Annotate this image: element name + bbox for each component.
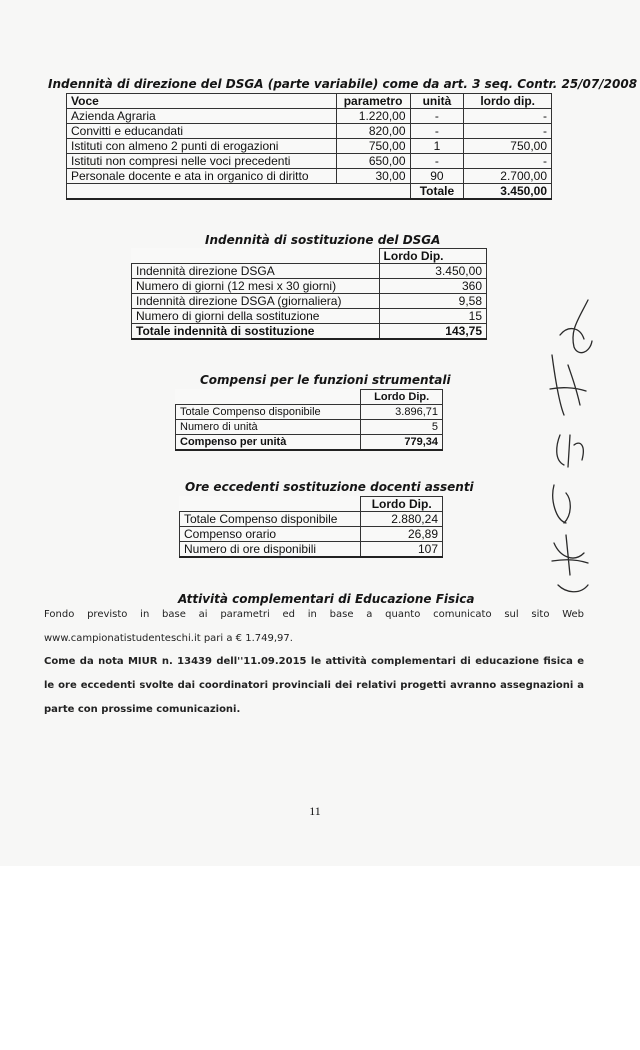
handwritten-signature (530, 295, 620, 605)
functions-table (175, 389, 443, 451)
pe-paragraph-line2: www.campionatistudenteschi.it pari a € 1.749,97. (44, 633, 293, 644)
row-unita: - (410, 109, 464, 124)
page-number: 11 (309, 804, 321, 818)
table-row (67, 169, 552, 184)
table-row (180, 542, 443, 558)
total-row (176, 435, 443, 451)
row-lordo: 750,00 (464, 139, 552, 154)
row-label: Compenso orario (180, 527, 361, 542)
row-label: Indennità direzione DSGA (132, 264, 380, 279)
total-value: 779,34 (361, 435, 443, 451)
row-value: 9,58 (379, 294, 486, 309)
total-label: Totale indennità di sostituzione (132, 324, 380, 340)
table-row (180, 512, 443, 527)
table-row (176, 420, 443, 435)
row-value: 26,89 (361, 527, 443, 542)
col-header-lordo: Lordo Dip. (361, 390, 443, 405)
table-row (67, 109, 552, 124)
total-label: Compenso per unità (176, 435, 361, 451)
col-header-lordo: lordo dip. (464, 94, 552, 109)
row-lordo: - (464, 109, 552, 124)
table-row (67, 139, 552, 154)
row-value: 107 (361, 542, 443, 558)
row-label: Istituti con almeno 2 punti di erogazioni (67, 139, 337, 154)
table-row (132, 294, 487, 309)
row-value: 15 (379, 309, 486, 324)
table-row (132, 264, 487, 279)
row-parametro: 750,00 (336, 139, 410, 154)
row-parametro: 650,00 (336, 154, 410, 169)
total-label: Totale (410, 184, 464, 200)
table-row (132, 279, 487, 294)
row-label: Istituti non compresi nelle voci precedenti (67, 154, 337, 169)
row-label: Numero di unità (176, 420, 361, 435)
dsga-substitution-table (131, 248, 487, 340)
table-row (132, 309, 487, 324)
row-label: Personale docente e ata in organico di diritto (67, 169, 337, 184)
row-lordo: - (464, 124, 552, 139)
row-value: 2.880,24 (361, 512, 443, 527)
row-parametro: 820,00 (336, 124, 410, 139)
row-label: Indennità direzione DSGA (giornaliera) (132, 294, 380, 309)
dsga-substitution-title: Indennità di sostituzione del DSGA (205, 233, 441, 247)
row-parametro: 30,00 (336, 169, 410, 184)
row-value: 360 (379, 279, 486, 294)
total-row (67, 184, 552, 200)
table-row (67, 124, 552, 139)
functions-title: Compensi per le funzioni strumentali (200, 373, 451, 387)
total-value: 143,75 (379, 324, 486, 340)
pe-title: Attività complementari di Educazione Fisica (178, 592, 475, 606)
total-row (132, 324, 487, 340)
row-lordo: - (464, 154, 552, 169)
row-unita: 90 (410, 169, 464, 184)
dsga-variable-title: Indennità di direzione del DSGA (parte variabile) come da art. 3 seq. Contr. 25/07/2008 (48, 77, 638, 91)
table-row (67, 154, 552, 169)
row-label: Numero di giorni della sostituzione (132, 309, 380, 324)
row-parametro: 1.220,00 (336, 109, 410, 124)
col-header-unita: unità (410, 94, 464, 109)
row-value: 3.896,71 (361, 405, 443, 420)
row-label: Numero di giorni (12 mesi x 30 giorni) (132, 279, 380, 294)
overtime-table (179, 496, 443, 558)
pe-paragraph-line1: Fondo previsto in base ai parametri ed in base a quanto comunicato sul sito Web (44, 609, 584, 620)
row-unita: - (410, 154, 464, 169)
row-label: Totale Compenso disponibile (180, 512, 361, 527)
total-value: 3.450,00 (464, 184, 552, 200)
row-label: Azienda Agraria (67, 109, 337, 124)
row-lordo: 2.700,00 (464, 169, 552, 184)
col-header-voce: Voce (67, 94, 337, 109)
row-label: Numero di ore disponibili (180, 542, 361, 558)
table-row (180, 527, 443, 542)
row-label: Totale Compenso disponibile (176, 405, 361, 420)
col-header-lordo: Lordo Dip. (379, 249, 486, 264)
miur-note: Come da nota MIUR n. 13439 dell''11.09.2015 le attività complementari di educazione fisica e le ore eccedenti svolte dai coordinatori provinciali dei relativi progetti avranno assegnazioni a parte con prossime comunicazioni. (44, 656, 584, 715)
col-header-parametro: parametro (336, 94, 410, 109)
row-unita: - (410, 124, 464, 139)
row-label: Convitti e educandati (67, 124, 337, 139)
col-header-lordo: Lordo Dip. (361, 497, 443, 512)
row-value: 5 (361, 420, 443, 435)
table-row (176, 405, 443, 420)
overtime-title: Ore eccedenti sostituzione docenti assenti (185, 480, 474, 494)
row-unita: 1 (410, 139, 464, 154)
dsga-variable-table (66, 93, 552, 200)
row-value: 3.450,00 (379, 264, 486, 279)
